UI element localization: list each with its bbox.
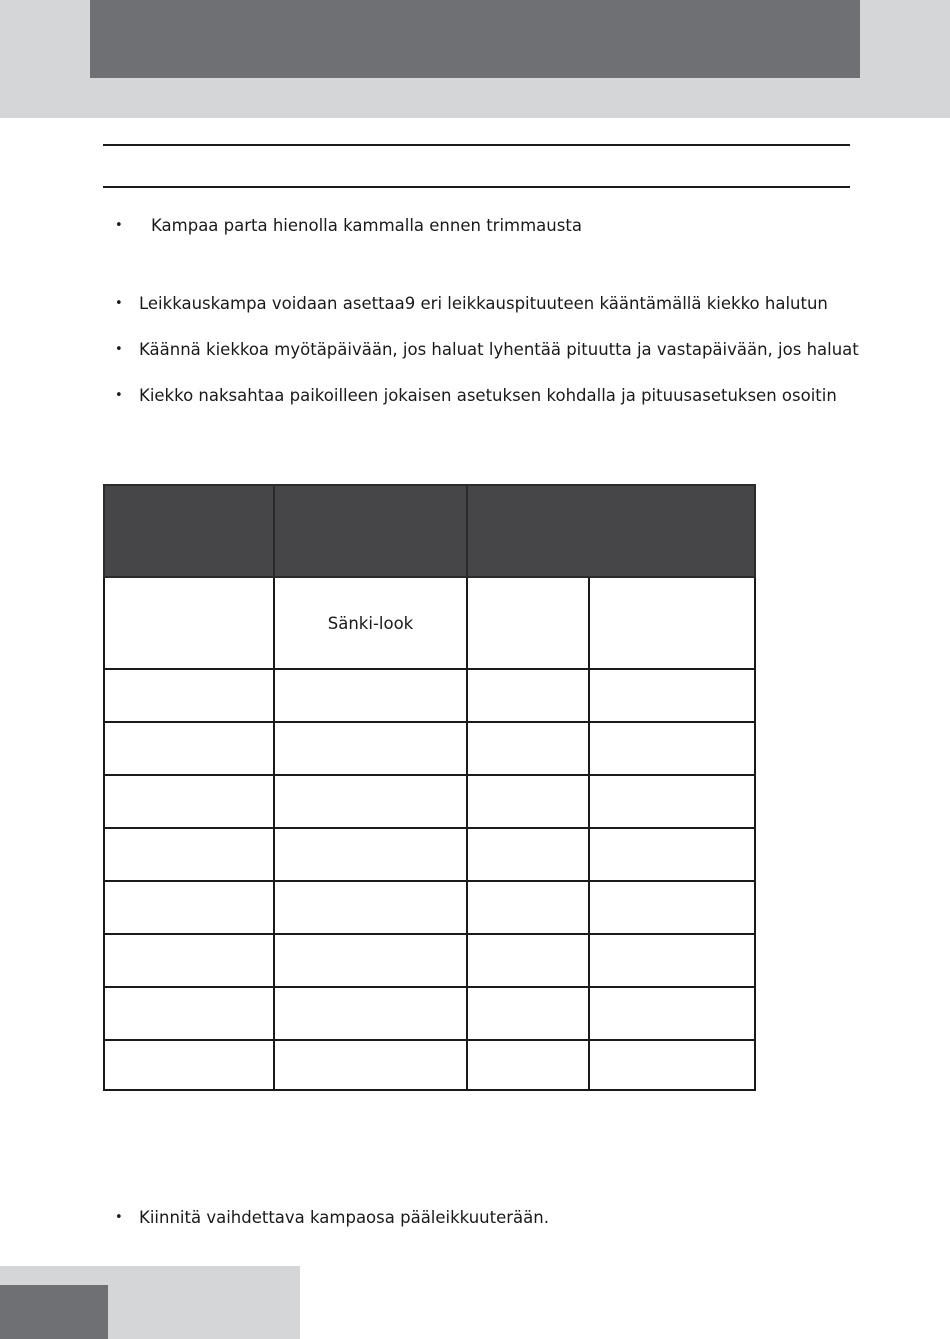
table-cell	[104, 722, 274, 775]
table-cell	[104, 1040, 274, 1090]
bullet-text: Kiinnitä vaihdettava kampaosa pääleikkuuterään.	[139, 1208, 549, 1227]
table-cell	[589, 669, 755, 722]
bullet-dot: •	[115, 218, 123, 233]
table-cell	[104, 828, 274, 881]
table-cell	[467, 775, 589, 828]
table-row	[104, 934, 755, 987]
table-cell	[467, 669, 589, 722]
bullet-text: Käännä kiekkoa myötäpäivään, jos haluat lyhentää pituutta ja vastapäivään, jos haluat	[139, 340, 859, 359]
table-row	[104, 1040, 755, 1090]
table-cell	[467, 577, 589, 669]
table-cell	[467, 881, 589, 934]
table-cell	[104, 987, 274, 1040]
table-header-cell	[467, 485, 755, 577]
bullet-text: Leikkauskampa voidaan asettaa9 eri leikkauspituuteen kääntämällä kiekko halutun	[139, 294, 828, 313]
table-row	[104, 722, 755, 775]
section-rule-bottom	[103, 186, 850, 188]
table-row	[104, 577, 755, 669]
table-cell	[589, 987, 755, 1040]
table-cell	[467, 828, 589, 881]
header-bar	[90, 0, 860, 78]
bullet-text: Kampaa parta hienolla kammalla ennen trimmausta	[151, 216, 582, 235]
footer-page-tab	[0, 1285, 108, 1339]
table-cell	[274, 987, 467, 1040]
length-settings-table	[103, 484, 756, 1091]
table-cell	[104, 669, 274, 722]
table-cell	[589, 881, 755, 934]
table-row	[104, 987, 755, 1040]
bullet-dot: •	[115, 296, 123, 311]
section-rule-top	[103, 144, 850, 146]
table-cell	[274, 669, 467, 722]
table-cell	[274, 577, 467, 669]
table-header-row	[104, 485, 755, 577]
table-cell	[104, 577, 274, 669]
table-cell	[589, 722, 755, 775]
table-row	[104, 775, 755, 828]
table-cell	[104, 881, 274, 934]
table-cell	[589, 775, 755, 828]
table-row	[104, 881, 755, 934]
table-cell	[274, 934, 467, 987]
table-row	[104, 828, 755, 881]
table-header-cell	[104, 485, 274, 577]
bullet-dot: •	[115, 1210, 123, 1225]
table-cell	[589, 1040, 755, 1090]
table-cell	[589, 828, 755, 881]
table-cell	[104, 934, 274, 987]
bullet-dot: •	[115, 342, 123, 357]
table-cell	[467, 987, 589, 1040]
bullet-dot: •	[115, 388, 123, 403]
table-cell	[274, 775, 467, 828]
table-cell	[274, 828, 467, 881]
table-row	[104, 669, 755, 722]
bullet-text: Kiekko naksahtaa paikoilleen jokaisen asetuksen kohdalla ja pituusasetuksen osoitin	[139, 386, 837, 405]
table-cell	[104, 775, 274, 828]
table-cell	[467, 722, 589, 775]
table-cell	[467, 934, 589, 987]
table-cell	[467, 1040, 589, 1090]
table-cell	[589, 934, 755, 987]
look-label: Sänki-look	[327, 613, 414, 633]
table-cell	[274, 881, 467, 934]
table-cell	[274, 1040, 467, 1090]
table-cell	[274, 722, 467, 775]
table-header-cell	[274, 485, 467, 577]
table-cell	[589, 577, 755, 669]
